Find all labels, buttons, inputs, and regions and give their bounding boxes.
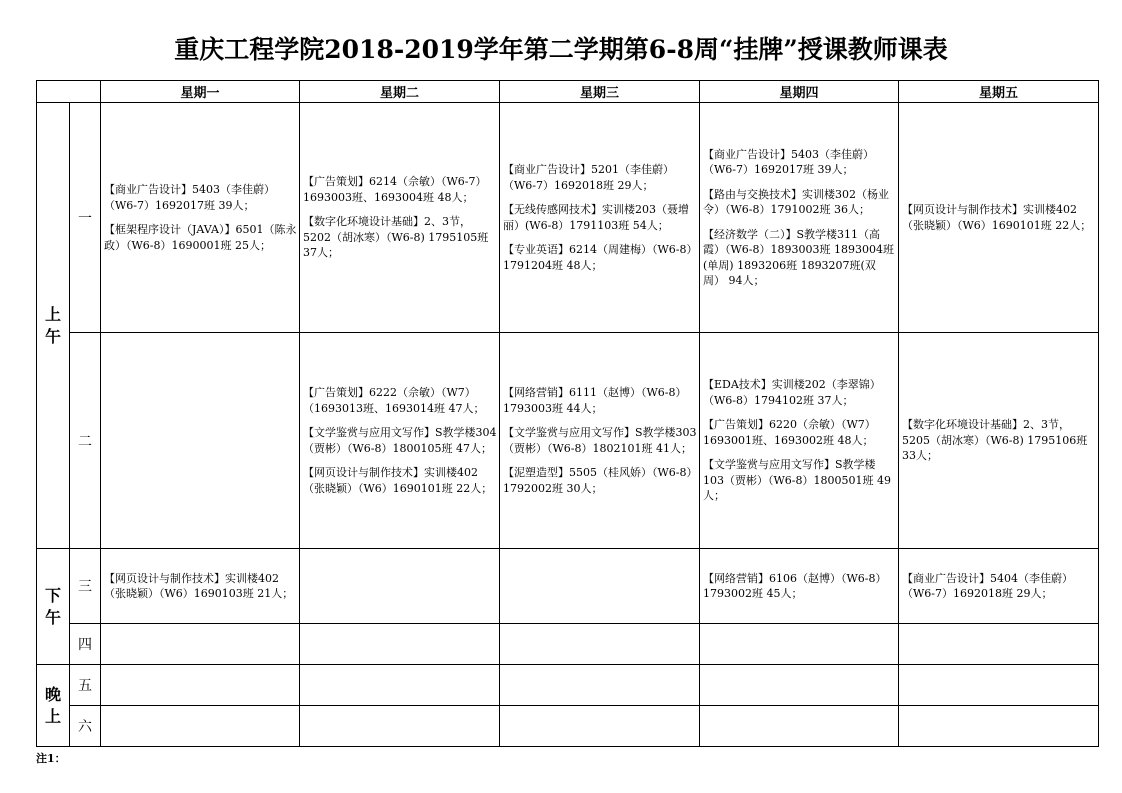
course-cell	[101, 706, 300, 747]
course-cell	[700, 333, 899, 549]
course-entry: 【文学鉴赏与应用文写作】S教学楼303（贾彬）（W6-8）1802101班 41人；	[503, 426, 697, 455]
course-entry: 【框架程序设计（JAVA）】6501（陈永政）（W6-8）1690001班 25人；	[104, 223, 297, 252]
period-label	[37, 103, 70, 549]
period-label	[37, 665, 70, 747]
course-cell	[700, 706, 899, 747]
course-cell	[500, 103, 700, 333]
day-header: 星期四	[700, 81, 899, 103]
corner-cell	[37, 81, 101, 103]
course-entry: 【路由与交换技术】实训楼302（杨业令）（W6-8）1791002班 36人；	[703, 187, 889, 216]
slot-label: 四	[70, 624, 101, 665]
course-entry: 【广告策划】6220（佘敏）（W7）1693001班、1693002班 48人；	[703, 418, 876, 447]
course-cell	[899, 624, 1099, 665]
course-cell	[300, 103, 500, 333]
day-header: 星期三	[500, 81, 700, 103]
course-cell	[500, 333, 700, 549]
header-row	[37, 81, 1099, 103]
course-entry: 【广告策划】6222（佘敏）（W7）（1693013班、1693014班 47人；	[303, 386, 485, 415]
course-entry: 【EDA技术】实训楼202（李翠锦）（W6-8）1794102班 37人；	[703, 378, 881, 407]
course-entry: 【文学鉴赏与应用文写作】S教学楼103（贾彬）（W6-8）1800501班 49人；	[703, 458, 891, 503]
course-entry: 【商业广告设计】5404（李佳蔚）（W6-7）1692018班 29人；	[902, 571, 1073, 600]
course-cell	[300, 665, 500, 706]
course-cell	[899, 706, 1099, 747]
course-entry: 【无线传感网技术】实训楼203（聂增丽）(W6-8）1791103班 54人；	[503, 203, 689, 232]
course-cell	[300, 549, 500, 624]
course-cell	[101, 549, 300, 624]
slot-label: 一	[70, 103, 101, 333]
course-cell	[700, 549, 899, 624]
footnote: 注1：	[36, 752, 66, 765]
course-cell	[500, 549, 700, 624]
course-cell	[899, 549, 1099, 624]
period-label-text: 上午	[44, 304, 61, 346]
course-entry: 【商业广告设计】5403（李佳蔚）（W6-7）1692017班 39人；	[104, 183, 275, 212]
day-header: 星期二	[300, 81, 500, 103]
course-cell	[500, 665, 700, 706]
course-entry: 【广告策划】6214（佘敏）（W6-7）1693003班、1693004班 48人；	[303, 175, 487, 204]
schedule-row	[37, 665, 1099, 706]
period-label	[37, 549, 70, 665]
course-entry: 【网页设计与制作技术】实训楼402（张晓颖）（W6）1690101班 22人；	[303, 466, 493, 495]
day-header: 星期一	[101, 81, 300, 103]
schedule-row	[37, 103, 1099, 333]
course-cell	[300, 706, 500, 747]
course-entry: 【专业英语】6214（周建梅）（W6-8）1791204班 48人；	[503, 243, 693, 272]
course-entry: 【数字化环境设计基础】2、3节，5205（胡冰寒）（W6-8) 1795106班 33人；	[902, 418, 1088, 463]
course-cell	[899, 333, 1099, 549]
course-cell	[500, 624, 700, 665]
course-cell	[101, 665, 300, 706]
schedule-table	[36, 80, 1099, 747]
course-entry: 【网络营销】6106（赵博）（W6-8）1793002班 45人；	[703, 571, 887, 600]
day-header: 星期五	[899, 81, 1099, 103]
course-cell	[899, 103, 1099, 333]
period-label-text: 下午	[44, 585, 61, 627]
course-cell	[700, 665, 899, 706]
slot-label: 三	[70, 549, 101, 624]
course-cell	[700, 624, 899, 665]
course-cell	[300, 624, 500, 665]
course-entry: 【网页设计与制作技术】实训楼402（张晓颖）（W6）1690101班 22人；	[902, 203, 1092, 232]
course-cell	[899, 665, 1099, 706]
schedule-row	[37, 549, 1099, 624]
course-entry: 【经济数学（二）】S教学楼311（高霞）（W6-8）1893003班 1893004班(单周) 1893206班 1893207班(双周） 94人；	[703, 227, 894, 287]
slot-label: 五	[70, 665, 101, 706]
course-entry: 【泥塑造型】5505（桂风娇）（W6-8）1792002班 30人；	[503, 466, 693, 495]
course-cell	[101, 624, 300, 665]
schedule-row	[37, 706, 1099, 747]
course-cell	[101, 333, 300, 549]
course-entry: 【商业广告设计】5403（李佳蔚）（W6-7）1692017班 39人；	[703, 147, 874, 176]
page-title: 重庆工程学院2018-2019学年第二学期第6-8周“挂牌”授课教师课表	[174, 35, 948, 64]
slot-label: 六	[70, 706, 101, 747]
schedule-row	[37, 333, 1099, 549]
course-entry: 【数字化环境设计基础】2、3节，5202（胡冰寒）（W6-8) 1795105班 37人；	[303, 215, 489, 260]
period-label-text: 晚上	[44, 684, 61, 726]
course-entry: 【网页设计与制作技术】实训楼402（张晓颖）（W6）1690103班 21人；	[104, 571, 294, 600]
course-cell	[700, 103, 899, 333]
course-entry: 【文学鉴赏与应用文写作】S教学楼304（贾彬）（W6-8）1800105班 47人；	[303, 426, 497, 455]
schedule-row	[37, 624, 1099, 665]
course-entry: 【网络营销】6111（赵博）（W6-8）1793003班 44人；	[503, 386, 687, 415]
course-entry: 【商业广告设计】5201（李佳蔚）（W6-7）1692018班 29人；	[503, 163, 674, 192]
course-cell	[300, 333, 500, 549]
course-cell	[101, 103, 300, 333]
course-cell	[500, 706, 700, 747]
slot-label: 二	[70, 333, 101, 549]
